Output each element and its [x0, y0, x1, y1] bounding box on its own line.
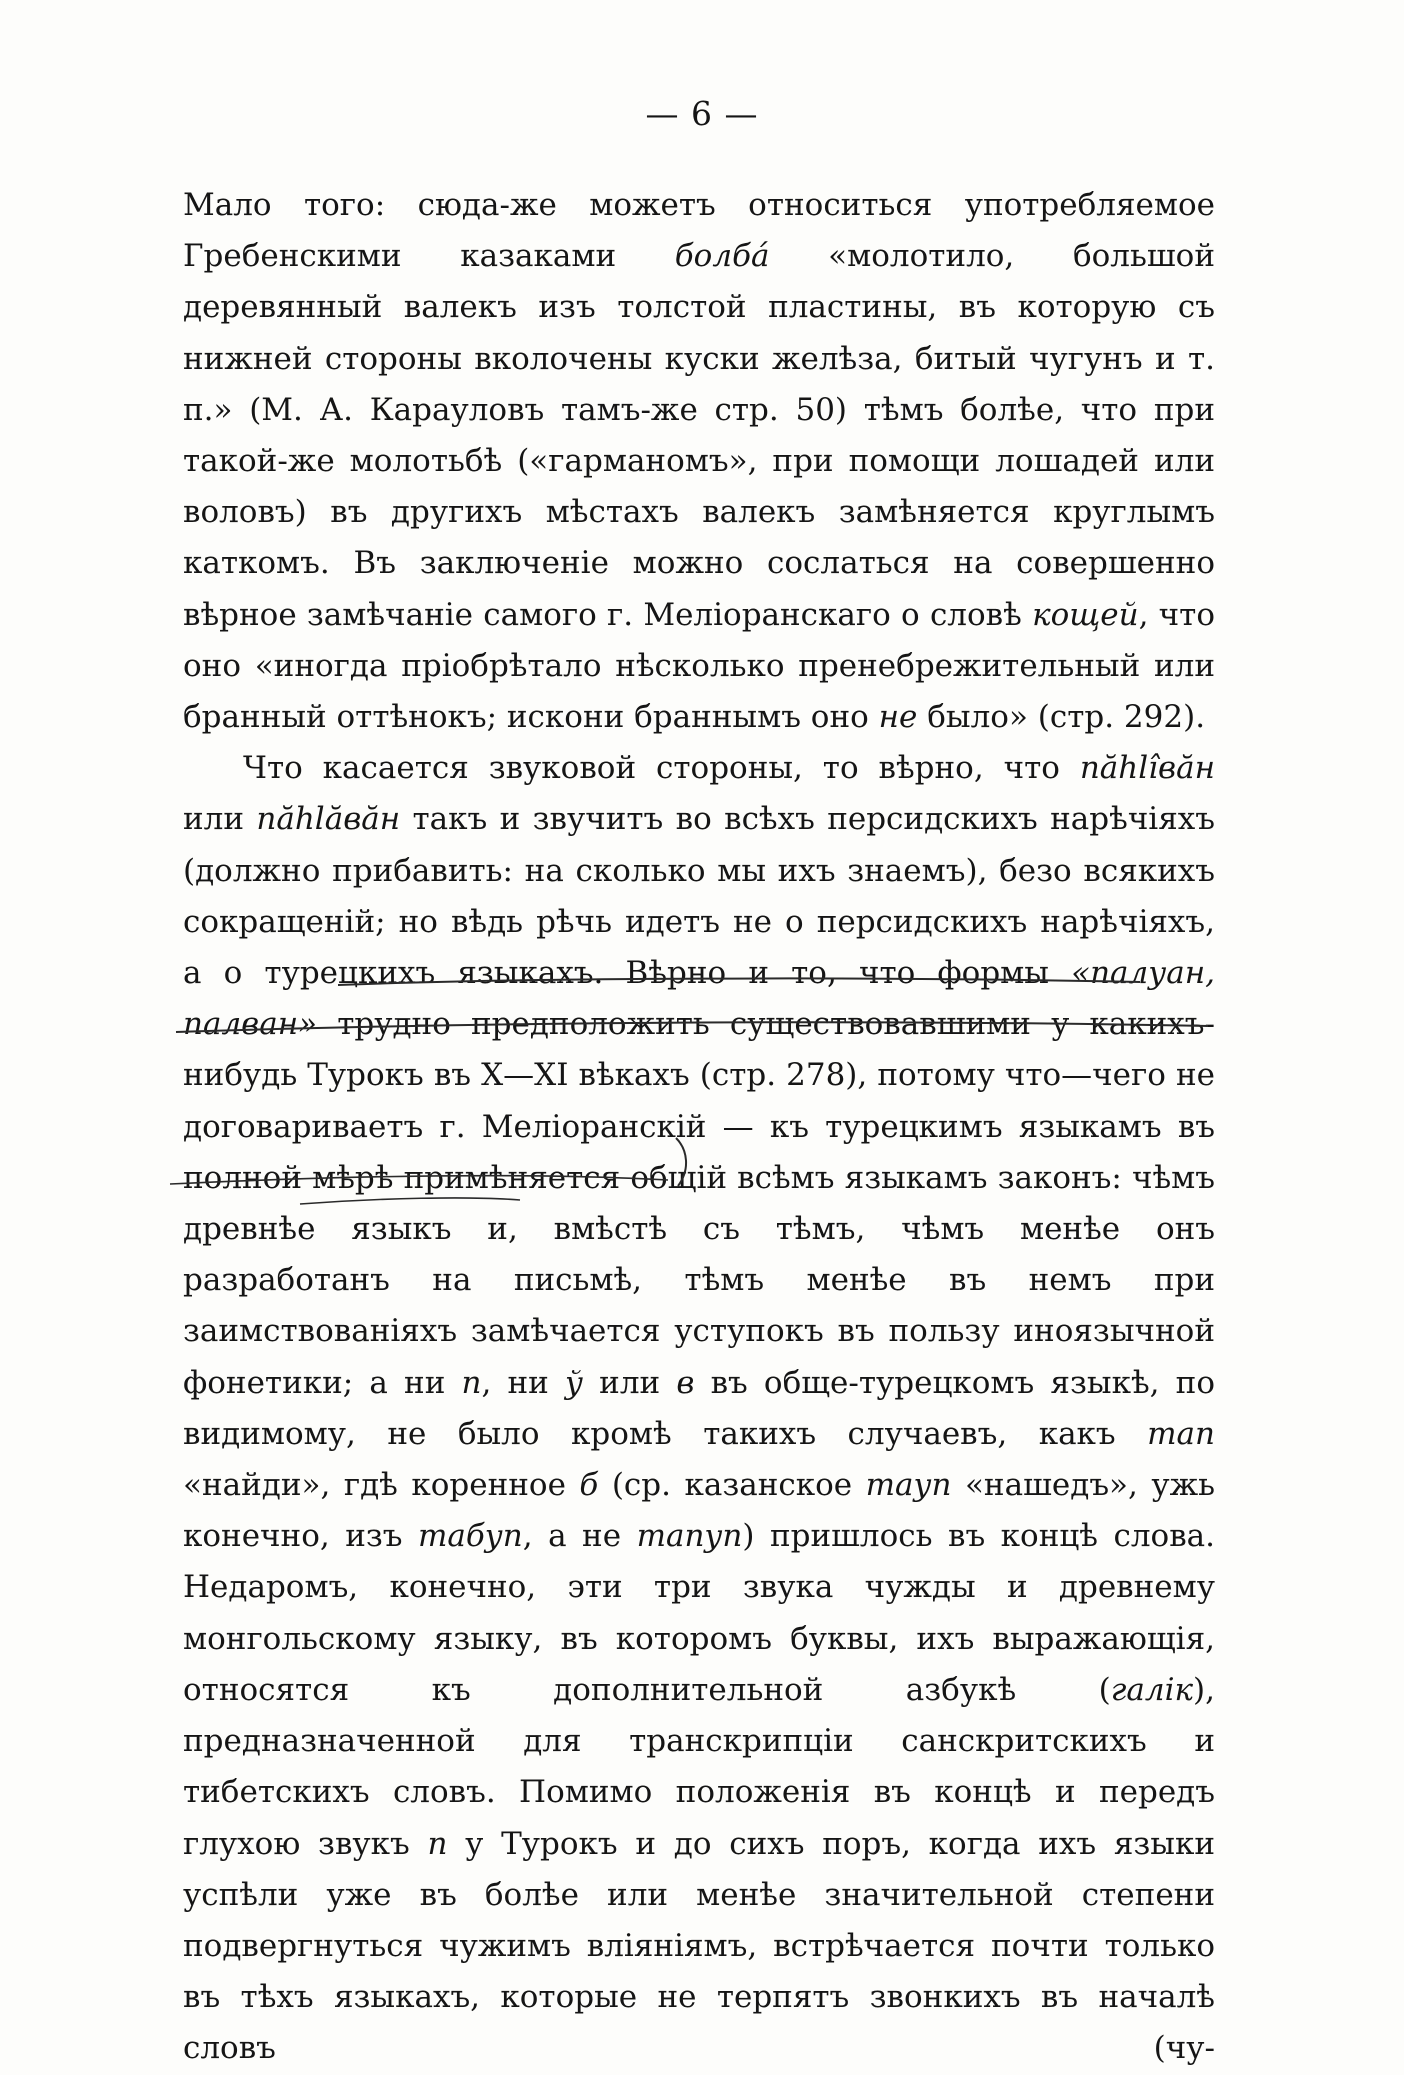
text-run: трудно предположить существовавшими у какихъ-нибудь Турокъ въ X—XI вѣкахъ (стр. 278), потому что—чего не договариваетъ г. Меліоранскій — къ турецкимъ языкамъ въ полной мѣрѣ примѣняется общій всѣмъ языкамъ законъ: чѣмъ древнѣе языкъ и, вмѣстѣ съ тѣмъ, чѣмъ менѣе онъ разработанъ на письмѣ, тѣмъ менѣе въ немъ при заимствованіяхъ замѣчается уступокъ въ пользу иноязычной фонетики; а ни — [183, 1006, 1215, 1401]
italic-term: пăhlîвăн — [1079, 750, 1215, 787]
text-run: въ обще-турецкомъ языкѣ, по видимому, не было кромѣ такихъ случаевъ, какъ — [183, 1364, 1215, 1452]
page-number: — 6 — — [645, 94, 759, 133]
italic-term: табуп — [418, 1518, 523, 1555]
italic-term: галік — [1110, 1671, 1194, 1708]
text-run: ) пришлось въ концѣ слова. Недаромъ, конечно, эти три звука чужды и древнему монгольскому языку, въ которомъ буквы, ихъ выражающія, относятся къ дополнительной азбукѣ ( — [183, 1518, 1215, 1708]
text-run: , ни — [481, 1364, 566, 1401]
body-text — [183, 180, 1215, 2075]
text-run: или — [583, 1364, 677, 1401]
italic-term: «палуан, палван» — [183, 955, 1215, 1043]
italic-term: болба́ — [674, 238, 770, 275]
italic-term: тап — [1147, 1415, 1215, 1452]
italic-term: ў — [565, 1364, 583, 1401]
italic-term: тауп — [865, 1467, 952, 1504]
text-run: «молотило, большой деревянный валекъ изъ толстой пластины, въ которую съ нижней стороны вколочены куски желѣза, битый чугунъ и т. п.» (М. А. Карауловъ тамъ-же стр. 50) тѣмъ болѣе, что при такой-же молотьбѣ («гарманомъ», при помощи лошадей или воловъ) въ другихъ мѣстахъ валекъ замѣняется круглымъ каткомъ. Въ заключеніе можно сослаться на совершенно вѣрное замѣчаніе самого г. Меліоранскаго о словѣ — [183, 238, 1215, 633]
text-run: Мало того: сюда-же можетъ относиться употребляемое Гребенскими казаками — [183, 187, 1215, 275]
paragraph — [183, 180, 1215, 743]
paragraph — [183, 743, 1215, 2074]
text-run: «найди», гдѣ коренное — [183, 1467, 580, 1504]
text-run: «нашедъ», ужь конечно, изъ — [183, 1467, 1215, 1555]
italic-term: б — [579, 1467, 599, 1504]
italic-term: п — [427, 1825, 448, 1862]
italic-term: тапуп — [636, 1518, 743, 1555]
text-run: было» (стр. 292). — [917, 699, 1206, 736]
text-run: , а не — [522, 1518, 637, 1555]
italic-term: в — [676, 1364, 695, 1401]
text-run: или — [183, 801, 257, 838]
italic-term: не — [878, 699, 918, 736]
text-run: , что оно «иногда пріобрѣтало нѣсколько пренебрежительный или бранный оттѣнокъ; искони браннымъ оно — [183, 596, 1215, 736]
italic-term: п — [461, 1364, 482, 1401]
text-run: ), предназначенной для транскрипціи санскритскихъ и тибетскихъ словъ. Помимо положенія въ концѣ и передъ глухою звукъ — [183, 1671, 1215, 1862]
text-run: такъ и звучитъ во всѣхъ персидскихъ нарѣчіяхъ (должно прибавить: на сколько мы ихъ знаемъ), безо всякихъ сокращеній; но вѣдь рѣчь идетъ не о персидскихъ нарѣчіяхъ, а о турецкихъ языкахъ. Вѣрно и то, что формы — [183, 801, 1215, 992]
text-run: у Турокъ и до сихъ поръ, когда ихъ языки успѣли уже въ болѣе или менѣе значительной степени подвергнуться чужимъ вліяніямъ, встрѣчается почти только въ тѣхъ языкахъ, которые не терпятъ звонкихъ въ началѣ словъ (чу- — [183, 1825, 1216, 2067]
text-run: (ср. казанское — [598, 1467, 866, 1504]
italic-term: пăhlăвăн — [256, 801, 401, 838]
text-run: Что касается звуковой стороны, то вѣрно, что — [243, 750, 1080, 787]
italic-term: кощей — [1032, 596, 1139, 633]
